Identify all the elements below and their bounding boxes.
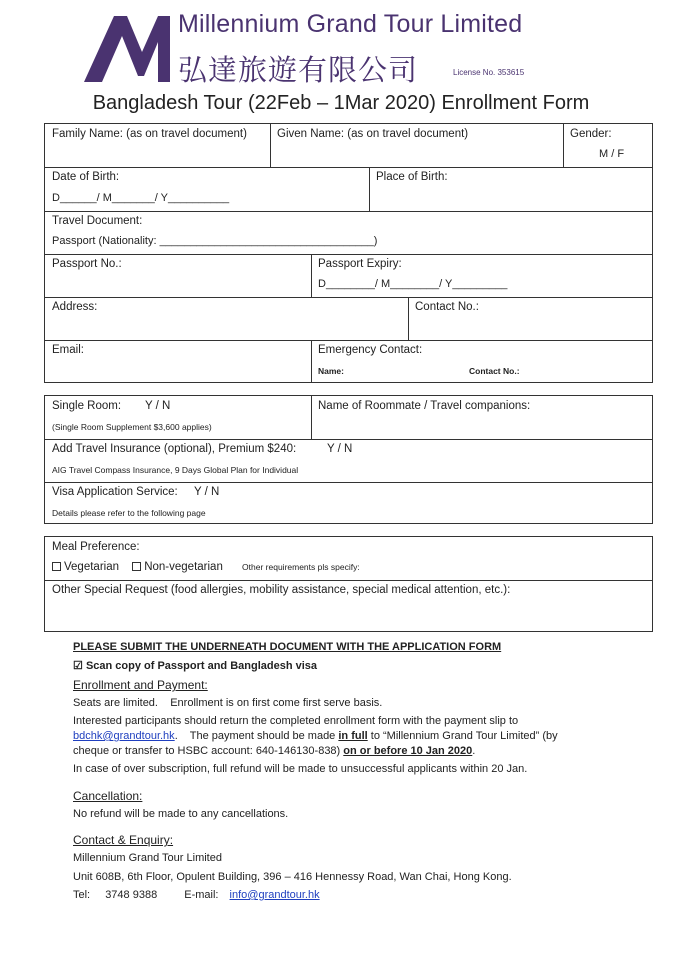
scan-copy-label: Scan copy of Passport and Bangladesh visa: [85, 660, 318, 672]
expiry-format: D________/ M________/ Y_________: [318, 278, 508, 290]
contact-email-link[interactable]: info@grandtour.hk: [229, 889, 320, 901]
address-label: Address:: [52, 301, 98, 313]
m-logo-icon: [82, 14, 172, 84]
non-vegetarian-checkbox[interactable]: [132, 562, 141, 571]
gender-label: Gender:: [570, 128, 612, 140]
single-room-label: Single Room:: [52, 400, 122, 412]
visa-label: Visa Application Service:: [52, 486, 178, 498]
passport-expiry-field[interactable]: [311, 254, 654, 297]
passport-nationality-label: Passport (Nationality: ___________________________________): [52, 235, 378, 247]
scan-copy-item: [73, 659, 317, 672]
checked-box-icon: ☑: [73, 660, 83, 672]
payment-text: . The payment should be made: [174, 730, 339, 742]
non-vegetarian-label: Non-vegetarian: [144, 561, 223, 573]
submit-heading: PLEASE SUBMIT THE UNDERNEATH DOCUMENT WITH THE APPLICATION FORM: [73, 641, 502, 653]
company-name-en: Millennium Grand Tour Limited: [178, 10, 523, 38]
special-request-label: Other Special Request (food allergies, mobility assistance, special medical attention, etc.):: [52, 584, 511, 596]
dob-label: Date of Birth:: [52, 171, 120, 183]
passport-no-label: Passport No.:: [52, 258, 122, 270]
emergency-contact-no-label: Contact No.:: [469, 366, 520, 376]
no-refund-text: No refund will be made to any cancellations.: [73, 808, 289, 820]
roommate-field[interactable]: [311, 396, 654, 439]
enrollment-email-link[interactable]: bdchk@grandtour.hk: [73, 730, 175, 742]
single-room-note: (Single Room Supplement $3,600 applies): [52, 422, 212, 432]
place-of-birth-label: Place of Birth:: [376, 171, 448, 183]
passport-expiry-label: Passport Expiry:: [318, 258, 402, 270]
license-number: License No. 353615: [453, 68, 525, 77]
visa-note: Details please refer to the following page: [52, 508, 206, 518]
travel-document-label: Travel Document:: [52, 215, 143, 227]
form-title: Bangladesh Tour (22Feb – 1Mar 2020) Enrollment Form: [92, 92, 590, 114]
in-full-text: in full: [338, 730, 368, 742]
meal-section: [44, 536, 653, 632]
single-room-yn[interactable]: Y / N: [145, 400, 171, 412]
emergency-contact-label: Emergency Contact:: [318, 344, 423, 356]
deadline-text: on or before 10 Jan 2020: [343, 745, 473, 757]
single-room-field[interactable]: [45, 396, 311, 439]
visa-yn[interactable]: Y / N: [194, 486, 220, 498]
gender-field[interactable]: [563, 124, 654, 167]
emergency-contact-field[interactable]: [311, 340, 654, 383]
roommate-label: Name of Roommate / Travel companions:: [318, 400, 531, 412]
other-requirements-label: Other requirements pls specify:: [242, 562, 360, 572]
interested-line-2: [73, 730, 558, 742]
options-section: [44, 395, 653, 524]
tel-number: 3748 9388: [105, 889, 158, 901]
email-field[interactable]: [45, 340, 311, 383]
vegetarian-checkbox[interactable]: [52, 562, 61, 571]
meal-preference-label: Meal Preference:: [52, 541, 140, 553]
travel-document-field[interactable]: [45, 211, 654, 254]
account-text: cheque or transfer to HSBC account: 640-146130-838): [73, 745, 344, 757]
payment-recipient-text: to “Millennium Grand Tour Limited” (by: [367, 730, 558, 742]
vegetarian-label: Vegetarian: [64, 561, 119, 573]
given-name-label: Given Name: (as on travel document): [277, 128, 469, 140]
place-of-birth-field[interactable]: [369, 167, 654, 211]
email-contact-label: E-mail:: [184, 889, 219, 901]
tel-label: Tel:: [73, 889, 91, 901]
address-field[interactable]: [45, 297, 408, 340]
seats-text: Seats are limited. Enrollment is on first come first serve basis.: [73, 697, 383, 709]
contact-company: Millennium Grand Tour Limited: [73, 852, 222, 864]
email-label: Email:: [52, 344, 84, 356]
period-text: .: [472, 745, 476, 757]
family-name-label: Family Name: (as on travel document): [52, 128, 247, 140]
insurance-note: AIG Travel Compass Insurance, 9 Days Global Plan for Individual: [52, 465, 299, 475]
meal-preference-field: [45, 537, 654, 580]
visa-field[interactable]: [45, 482, 654, 525]
contact-line: [73, 889, 320, 901]
interested-line-1: Interested participants should return the completed enrollment form with the payment slip to: [73, 715, 519, 727]
dob-field[interactable]: [45, 167, 369, 211]
insurance-yn[interactable]: Y / N: [327, 443, 353, 455]
cancellation-heading: Cancellation:: [73, 789, 143, 803]
given-name-field[interactable]: [270, 124, 563, 167]
insurance-field[interactable]: [45, 439, 654, 482]
special-request-field[interactable]: [45, 580, 654, 633]
enrollment-heading: Enrollment and Payment:: [73, 678, 208, 692]
contact-heading: Contact & Enquiry:: [73, 833, 174, 847]
personal-info-section: [44, 123, 653, 383]
contact-no-label: Contact No.:: [415, 301, 479, 313]
insurance-label: Add Travel Insurance (optional), Premium $240:: [52, 443, 297, 455]
family-name-field[interactable]: [45, 124, 270, 167]
interested-line-3: [73, 745, 475, 757]
company-name-zh: 弘達旅遊有限公司: [178, 55, 419, 87]
oversubscription-text: In case of over subscription, full refund will be made to unsuccessful applicants within 20 Jan.: [73, 763, 528, 775]
contact-no-field[interactable]: [408, 297, 654, 340]
gender-options: M / F: [599, 148, 625, 160]
passport-no-field[interactable]: [45, 254, 311, 297]
dob-format: D______/ M_______/ Y__________: [52, 192, 230, 204]
contact-address: Unit 608B, 6th Floor, Opulent Building, 396 – 416 Hennessy Road, Wan Chai, Hong Kong.: [73, 871, 512, 883]
emergency-name-label: Name:: [318, 366, 344, 376]
